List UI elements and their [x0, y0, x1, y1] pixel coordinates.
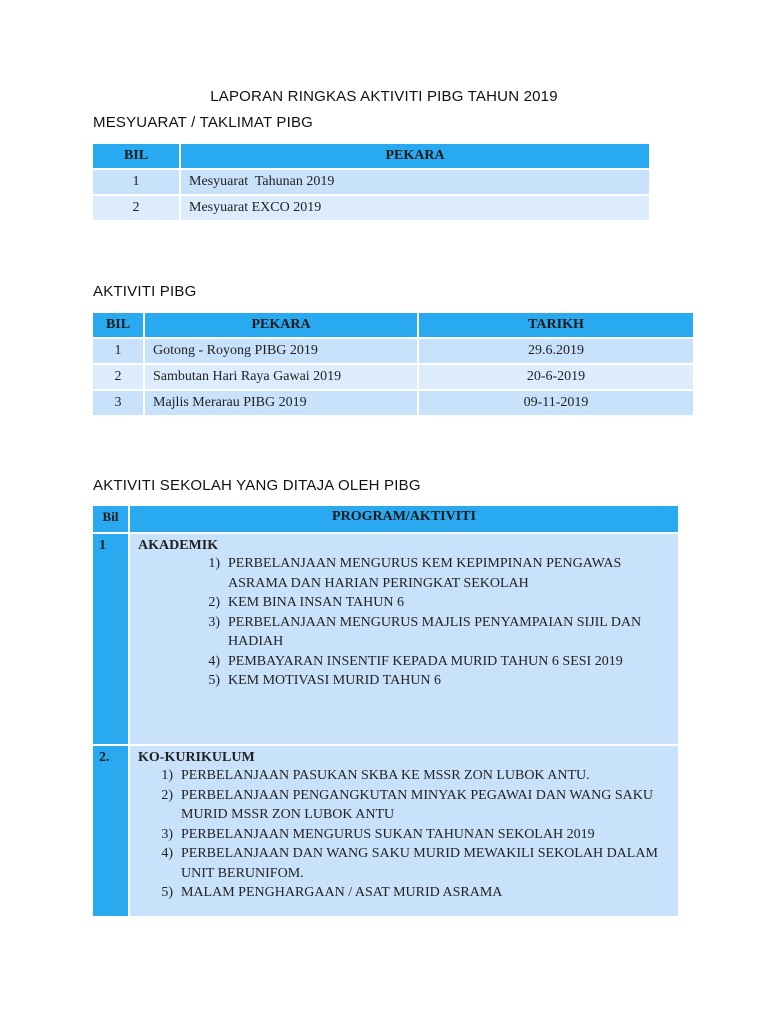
list-number: 4)	[208, 653, 220, 669]
list-item	[153, 825, 678, 845]
list-text: PERBELANJAAN MENGURUS KEM KEPIMPINAN PENGAWAS ASRAMA DAN HARIAN PERINGKAT SEKOLAH	[228, 556, 622, 591]
cell-bil: 1	[93, 339, 143, 363]
table-header-row	[93, 313, 693, 337]
cell-bil: 3	[93, 391, 143, 415]
cell-bil: 2.	[93, 746, 128, 916]
col-header-bil: BIL	[93, 144, 179, 168]
list-text: PERBELANJAAN MENGURUS MAJLIS PENYAMPAIAN SIJIL DAN HADIAH	[228, 614, 642, 649]
col-header-tarikh: TARIKH	[419, 313, 693, 337]
table-row	[93, 339, 693, 363]
section-heading-aktiviti-sekolah: AKTIVITI SEKOLAH YANG DITAJA OLEH PIBG	[93, 477, 421, 494]
cell-tarikh: 09-11-2019	[419, 391, 693, 415]
list-number: 5)	[208, 673, 220, 688]
list-item	[153, 766, 678, 786]
list-text: PEMBAYARAN INSENTIF KEPADA MURID TAHUN 6 SESI 2019	[228, 653, 623, 669]
col-header-pekara: PEKARA	[145, 313, 417, 337]
cell-bil: 2	[93, 365, 143, 389]
cell-pekara: Mesyuarat Tahunan 2019	[181, 170, 649, 194]
list-text: PERBELANJAAN MENGURUS SUKAN TAHUNAN SEKOLAH 2019	[181, 826, 595, 842]
cell-pekara: Mesyuarat EXCO 2019	[181, 196, 649, 220]
list-item	[153, 844, 678, 883]
list-item	[153, 786, 678, 825]
list-text: PERBELANJAAN PENGANGKUTAN MINYAK PEGAWAI DAN WANG SAKU MURID MSSR ZON LUBOK ANTU	[181, 787, 653, 822]
list-item	[200, 671, 678, 691]
cell-program	[130, 534, 678, 744]
list-text: KEM BINA INSAN TAHUN 6	[228, 595, 404, 610]
col-header-bil: BIL	[93, 313, 143, 337]
table-header-row	[93, 144, 649, 168]
table-row	[93, 391, 693, 415]
section-heading-aktiviti-pibg: AKTIVITI PIBG	[93, 283, 197, 300]
list-text: MALAM PENGHARGAAN / ASAT MURID ASRAMA	[181, 885, 503, 900]
list-item	[200, 652, 678, 672]
col-header-program: PROGRAM/AKTIVITI	[130, 506, 678, 532]
section-heading-mesyuarat: MESYUARAT / TAKLIMAT PIBG	[93, 114, 314, 131]
col-header-pekara: PEKARA	[181, 144, 649, 168]
list-number: 1)	[208, 556, 220, 571]
list-item	[153, 883, 678, 903]
table-row	[93, 196, 649, 220]
cell-pekara: Majlis Merarau PIBG 2019	[145, 391, 417, 415]
list-number: 1)	[161, 768, 173, 783]
cell-program	[130, 746, 678, 916]
list-item	[200, 593, 678, 613]
list-number: 5)	[161, 885, 173, 900]
cell-bil: 1	[93, 170, 179, 194]
table-row	[93, 746, 678, 916]
cell-tarikh: 29.6.2019	[419, 339, 693, 363]
list-number: 2)	[161, 787, 173, 803]
list-text: PERBELANJAAN PASUKAN SKBA KE MSSR ZON LUBOK ANTU.	[181, 768, 590, 783]
table-row	[93, 534, 678, 744]
cell-bil: 2	[93, 196, 179, 220]
list-text: PERBELANJAAN DAN WANG SAKU MURID MEWAKILI SEKOLAH DALAM UNIT BERUNIFOM.	[181, 846, 658, 881]
table-row	[93, 365, 693, 389]
cell-pekara: Gotong - Royong PIBG 2019	[145, 339, 417, 363]
aktiviti-pibg-table	[91, 311, 695, 417]
table-row	[93, 170, 649, 194]
list-text: KEM MOTIVASI MURID TAHUN 6	[228, 673, 442, 688]
page-title: LAPORAN RINGKAS AKTIVITI PIBG TAHUN 2019	[210, 88, 558, 105]
mesyuarat-table	[91, 142, 651, 222]
col-header-bil: Bil	[93, 506, 128, 532]
list-number: 2)	[208, 595, 220, 610]
category-label: AKADEMIK	[138, 538, 219, 553]
list-item	[200, 554, 678, 593]
cell-pekara: Sambutan Hari Raya Gawai 2019	[145, 365, 417, 389]
list-number: 4)	[161, 846, 173, 861]
aktiviti-sekolah-table	[91, 504, 680, 918]
category-label: KO-KURIKULUM	[138, 750, 255, 765]
activity-list	[138, 766, 678, 903]
table-header-row	[93, 506, 678, 532]
cell-bil: 1	[93, 534, 128, 744]
list-number: 3)	[208, 614, 220, 630]
list-number: 3)	[161, 826, 173, 842]
activity-list	[138, 554, 678, 691]
list-item	[200, 613, 678, 652]
cell-tarikh: 20-6-2019	[419, 365, 693, 389]
